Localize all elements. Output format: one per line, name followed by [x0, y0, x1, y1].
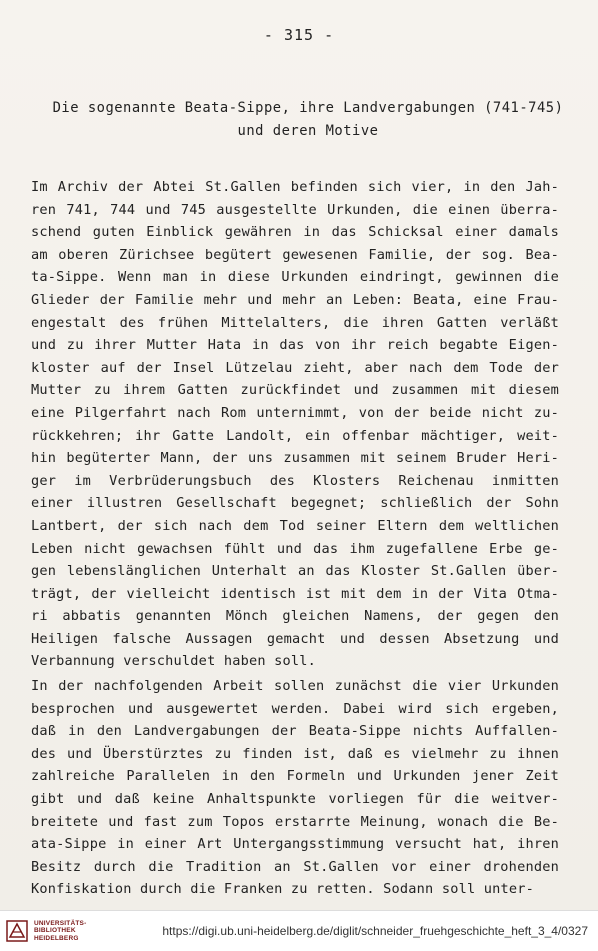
- text-line: Verbannung verschuldet haben soll.: [31, 653, 317, 670]
- text-line: trägt, der vielleicht identisch ist mit dem in der Vita Otma-: [31, 585, 559, 602]
- library-logo-text: UNIVERSITÄTS- BIBLIOTHEK HEIDELBERG: [34, 919, 87, 942]
- text-line: Leben nicht gewachsen fühlt und das ihm zugefallene Erbe ge-: [31, 540, 559, 557]
- text-line: breitete und fast zum Topos erstarrte Meinung, wonach die Be-: [31, 813, 559, 830]
- text-line: und zu ihrer Mutter Hata in das von ihr reich begabte Eigen-: [31, 337, 559, 354]
- page-number: - 315 -: [263, 26, 335, 44]
- text-line: einer illustren Gesellschaft begegnet; schließlich der Sohn: [31, 495, 559, 512]
- text-line: eine Pilgerfahrt nach Rom unternimmt, von der beide nicht zu-: [31, 404, 559, 421]
- text-line: Glieder der Familie mehr und mehr an Leben: Beata, eine Frau-: [31, 291, 559, 308]
- library-logo[interactable]: [6, 917, 116, 945]
- text-line: schend guten Einblick gewähren in das Schicksal einer damals: [31, 224, 559, 241]
- library-logo-icon: [6, 920, 28, 942]
- text-line: ta-Sippe. Wenn man in diese Urkunden eindringt, gewinnen die: [31, 269, 559, 286]
- text-line: hin begüterter Mann, der uns zusammen mit seinem Bruder Heri-: [31, 450, 559, 467]
- text-line: rückkehren; ihr Gatte Landolt, ein offenbar mächtiger, weit-: [31, 427, 559, 444]
- text-line: besprochen und ausgewertet werden. Dabei wird sich ergeben,: [31, 700, 559, 717]
- text-line: kloster auf der Insel Lützelau zieht, aber nach dem Tode der: [31, 359, 559, 376]
- text-line: Lantbert, der sich nach dem Tod seiner Eltern dem weltlichen: [31, 517, 559, 534]
- text-line: In der nachfolgenden Arbeit sollen zunächst die vier Urkunden: [31, 678, 559, 694]
- text-line: Mutter zu ihrem Gatten zurückfindet und zusammen mit diesem: [31, 382, 559, 399]
- paragraph-1: [31, 176, 559, 673]
- text-line: gen lebenslänglichen Unterhalt an das Kloster St.Gallen über-: [31, 563, 559, 580]
- text-line: am oberen Zürichsee begütert gewesenen Familie, der sog. Bea-: [31, 246, 559, 263]
- text-line: ren 741, 744 und 745 ausgestellte Urkunden, die einen überra-: [31, 201, 559, 218]
- text-line: ata-Sippe in einer Art Untergangsstimmung versucht hat, ihren: [31, 836, 559, 853]
- title-line-1: Die sogenannte Beata-Sippe, ihre Landvergabungen (741-745): [52, 100, 564, 116]
- text-line: Heiligen falsche Aussagen gemacht und dessen Absetzung und: [31, 630, 559, 647]
- viewer-footer: [0, 910, 598, 951]
- title-line-2: und deren Motive: [237, 123, 379, 139]
- text-line: zahlreiche Parallelen in den Formeln und Urkunden jener Zeit: [31, 768, 559, 785]
- text-line: Im Archiv der Abtei St.Gallen befinden sich vier, in den Jah-: [31, 179, 559, 195]
- text-line: ri abbatis genannten Mönch gleichen Namens, der gegen den: [31, 608, 559, 625]
- text-line: ger im Verbrüderungsbuch des Klosters Reichenau inmitten: [31, 472, 559, 489]
- chapter-title: [30, 97, 586, 143]
- text-line: Besitz durch die Tradition an St.Gallen vor einer drohenden: [31, 858, 559, 875]
- text-line: des und Überstürztes zu finden ist, daß es vielmehr zu ihnen: [31, 745, 559, 762]
- text-line: gibt und daß keine Anhaltspunkte vorliegen für die weitver-: [31, 790, 559, 807]
- source-url[interactable]: https://digi.ub.uni-heidelberg.de/diglit/schneider_fruehgeschichte_heft_3_4/0327: [162, 924, 588, 938]
- text-line: daß in den Landvergabungen der Beata-Sippe nichts Auffallen-: [31, 723, 559, 740]
- text-line: engestalt des frühen Mittelalters, die ihren Gatten verläßt: [31, 314, 559, 331]
- text-line: Konfiskation durch die Franken zu retten. Sodann soll unter-: [31, 881, 535, 898]
- paragraph-2: [31, 675, 559, 901]
